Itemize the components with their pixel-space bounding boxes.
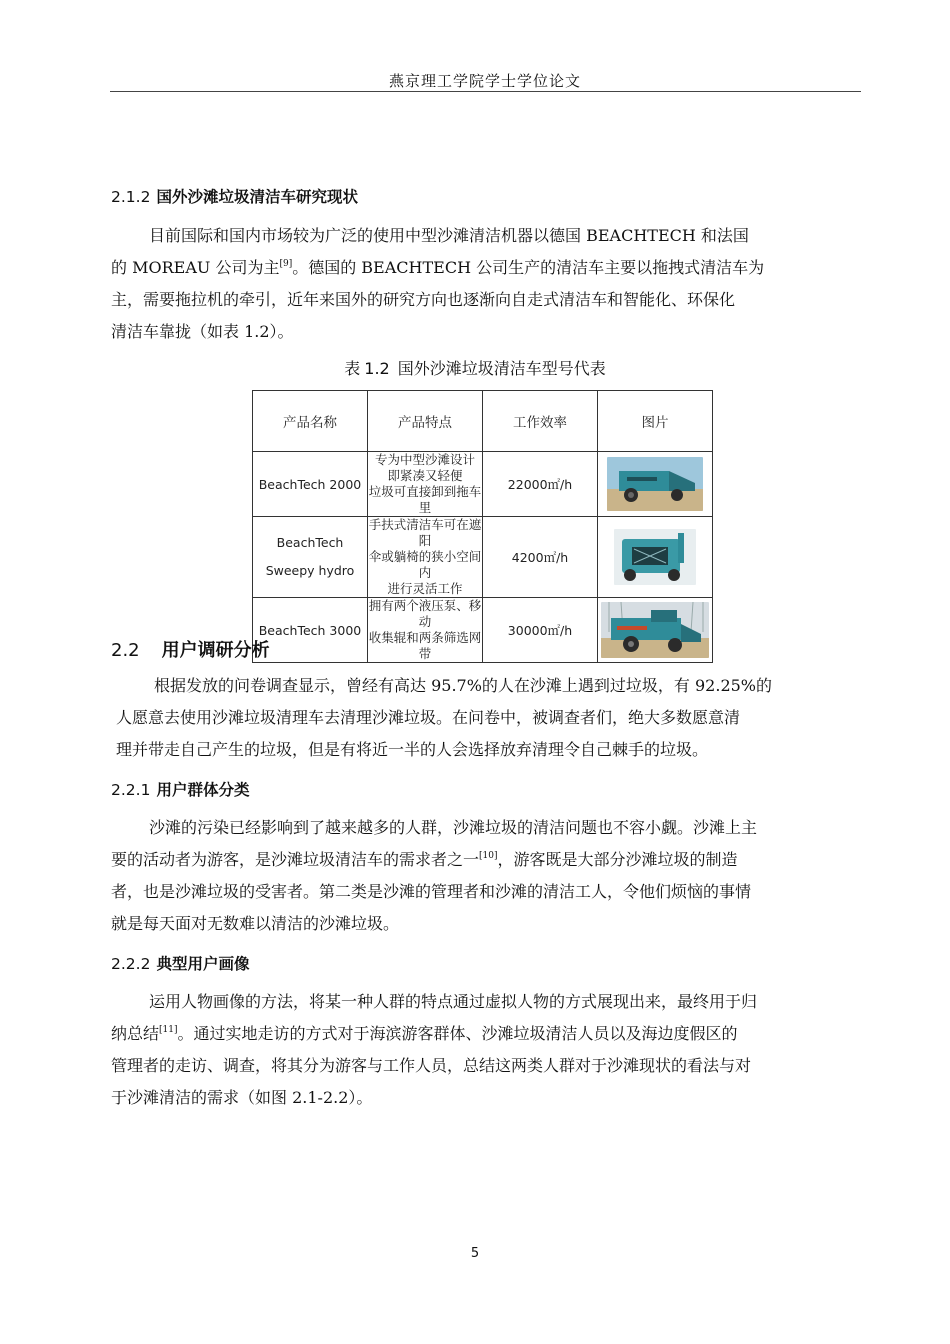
column-header: 工作效率 xyxy=(483,391,598,452)
work-efficiency: 30000㎡/h xyxy=(483,598,598,663)
paragraph-line: 主，需要拖拉机的牵引，近年来国外的研究方向也逐渐向自走式清洁车和智能化、环保化 xyxy=(111,290,736,309)
section-number: 2.1.2 xyxy=(111,188,151,206)
section-heading-2-2-1 xyxy=(111,778,249,800)
work-efficiency: 22000㎡/h xyxy=(483,452,598,517)
paragraph-line: 于沙滩清洁的需求（如图 2.1-2.2）。 xyxy=(111,1088,373,1107)
table-caption: 表 1.2 国外沙滩垃圾清洁车型号代表 xyxy=(344,359,606,378)
paragraph-line: 清洁车靠拢（如表 1.2）。 xyxy=(111,322,294,341)
product-name: BeachTech 2000 xyxy=(253,452,368,517)
paragraph-line: 纳总结[11]。通过实地走访的方式对于海滨游客群体、沙滩垃圾清洁人员以及海边度假区的 xyxy=(111,1024,738,1043)
section-title: 典型用户画像 xyxy=(156,955,250,973)
section-heading-2-1-2 xyxy=(111,185,358,207)
sweepy-hydro-photo xyxy=(598,517,713,598)
paragraph-line: 根据发放的问卷调查显示，曾经有高达 95.7%的人在沙滩上遇到过垃圾，有 92.25%的 xyxy=(154,676,773,695)
section-title: 用户调研分析 xyxy=(161,640,270,661)
column-header: 产品特点 xyxy=(368,391,483,452)
section-heading-2-2-2 xyxy=(111,952,249,974)
page-number: 5 xyxy=(470,1246,480,1261)
product-feature: 手扶式清洁车可在遮阳 伞或躺椅的狭小空间内 进行灵活工作 xyxy=(368,517,482,596)
citation: [10] xyxy=(479,851,498,861)
paragraph-line: 要的活动者为游客，是沙滩垃圾清洁车的需求者之一[10]，游客既是大部分沙滩垃圾的制造 xyxy=(111,850,738,869)
product-name: BeachTech Sweepy hydro xyxy=(253,517,368,598)
beachtech-2000-photo xyxy=(598,452,713,517)
citation: [9] xyxy=(279,259,293,269)
column-header: 产品名称 xyxy=(253,391,368,452)
paragraph-survey-results xyxy=(116,670,861,766)
section-heading-2-2 xyxy=(111,636,270,662)
paragraph-line: 就是每天面对无数难以清洁的沙滩垃圾。 xyxy=(111,914,400,933)
beachtech-3000-photo xyxy=(598,598,713,663)
product-name: BeachTech 3000 xyxy=(253,598,368,663)
paragraph-line: 理并带走自己产生的垃圾，但是有将近一半的人会选择放弃清理令自己棘手的垃圾。 xyxy=(116,740,709,759)
column-header: 图片 xyxy=(598,391,713,452)
paragraph-line: 人愿意去使用沙滩垃圾清理车去清理沙滩垃圾。在问卷中，被调查者们，绝大多数愿意清 xyxy=(116,708,741,727)
section-number: 2.2.2 xyxy=(111,955,151,973)
table-row xyxy=(253,517,713,598)
product-feature: 拥有两个液压泵、移动 收集辊和两条筛选网带 xyxy=(368,598,482,661)
section-title: 国外沙滩垃圾清洁车研究现状 xyxy=(156,188,358,206)
paragraph-line: 运用人物画像的方法，将某一种人群的特点通过虚拟人物的方式展现出来，最终用于归 xyxy=(149,992,758,1011)
paragraph-line: 的 MOREAU 公司为主[9]。德国的 BEACHTECH 公司生产的清洁车主要以拖拽式清洁车为 xyxy=(111,258,765,277)
product-table xyxy=(252,390,713,663)
header-rule xyxy=(110,91,861,92)
paragraph-line: 沙滩的污染已经影响到了越来越多的人群，沙滩垃圾的清洁问题也不容小觑。沙滩上主 xyxy=(149,818,758,837)
table-row xyxy=(253,598,713,663)
paragraph-user-personas xyxy=(111,986,861,1114)
paragraph-line: 者，也是沙滩垃圾的受害者。第二类是沙滩的管理者和沙滩的清洁工人，令他们烦恼的事情 xyxy=(111,882,752,901)
paragraph-line: 目前国际和国内市场较为广泛的使用中型沙滩清洁机器以德国 BEACHTECH 和法国 xyxy=(149,226,749,245)
table-row xyxy=(253,452,713,517)
paragraph-line: 管理者的走访、调查，将其分为游客与工作人员，总结这两类人群对于沙滩现状的看法与对 xyxy=(111,1056,752,1075)
running-header: 燕京理工学院学士学位论文 xyxy=(388,72,581,90)
citation: [11] xyxy=(159,1025,178,1035)
section-number: 2.2.1 xyxy=(111,781,151,799)
work-efficiency: 4200㎡/h xyxy=(483,517,598,598)
product-feature: 专为中型沙滩设计 即紧凑又轻便 垃圾可直接卸到拖车里 xyxy=(368,452,482,515)
table-header-row xyxy=(253,391,713,452)
section-number: 2.2 xyxy=(111,640,140,661)
section-title: 用户群体分类 xyxy=(156,781,250,799)
paragraph-market-status xyxy=(111,220,861,348)
paragraph-user-groups xyxy=(111,812,861,940)
